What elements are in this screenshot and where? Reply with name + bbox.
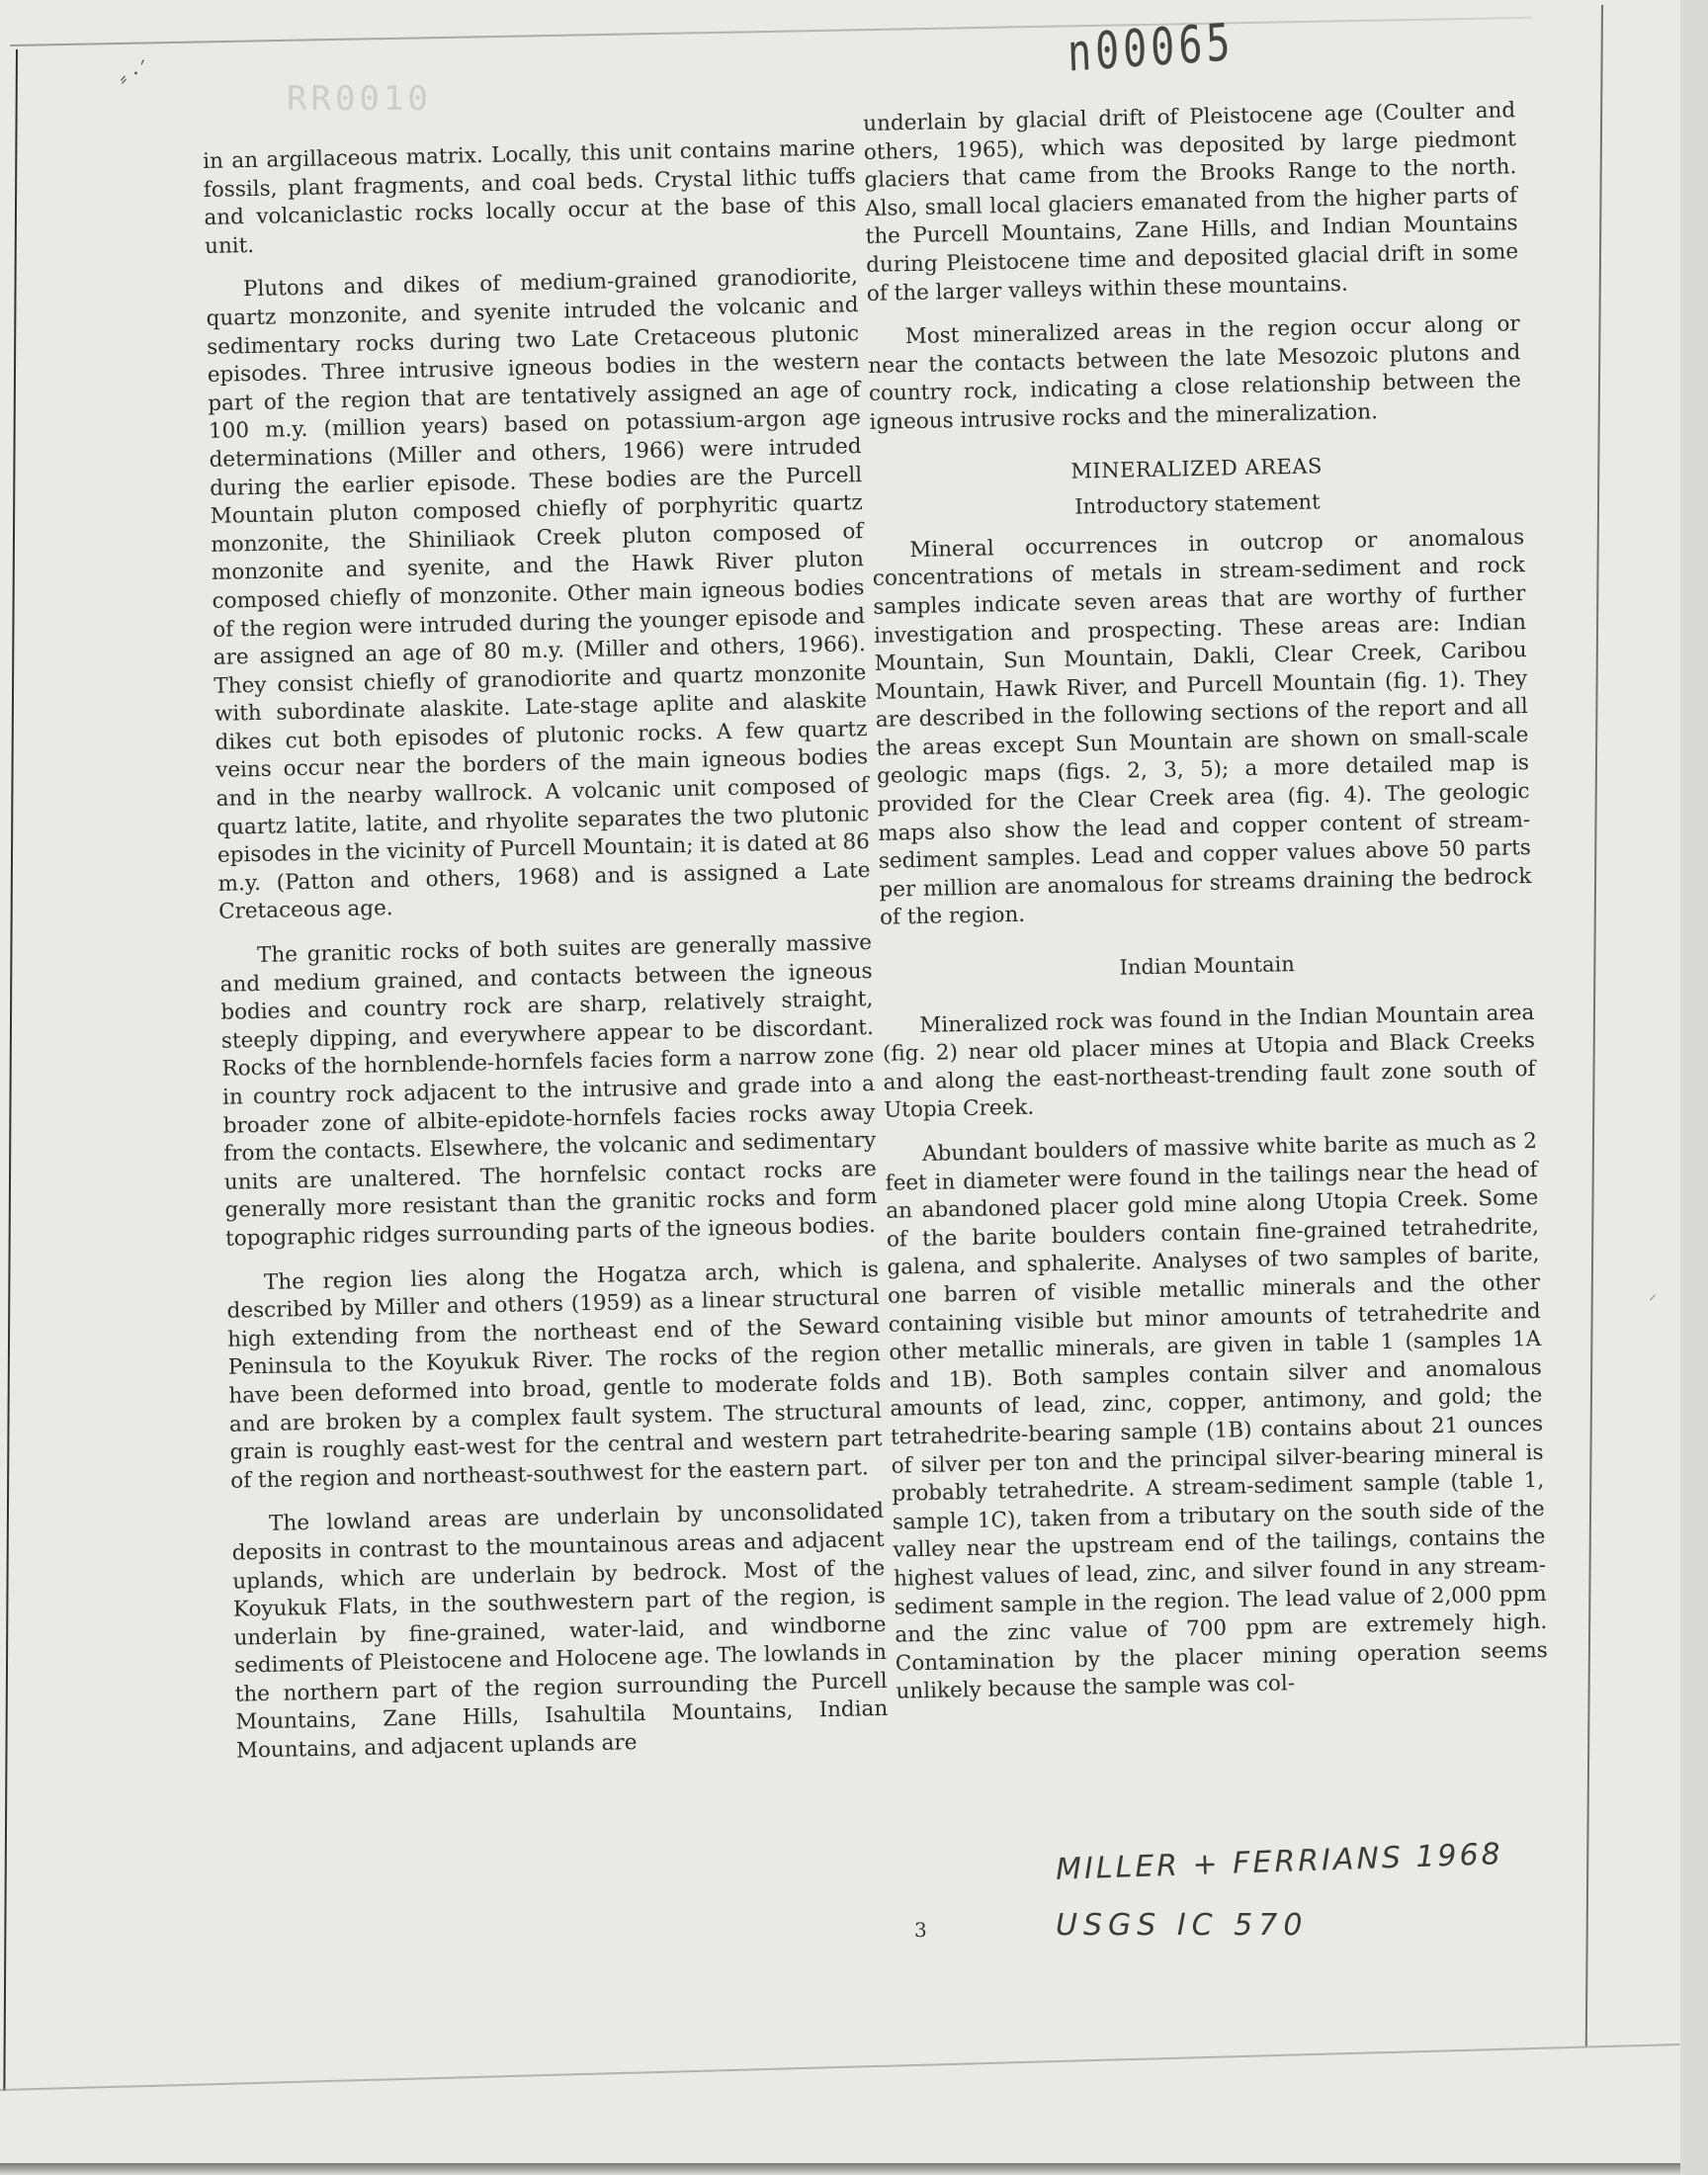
paragraph: Most mineralized areas in the region occur along or near the contacts between the late Mesozoic plutons and country rock, indicating a close relationship between the igneous intrusive rocks and the mineralization. [868, 311, 1522, 435]
handwritten-citation: MILLER + FERRIANS 1968 [1055, 1837, 1504, 1887]
paragraph: The lowland areas are underlain by unconsolidated deposits in contrast to the mountainous areas and adjacent uplands, which are underlain by bedrock. Most of the Koyukuk Flats, in the southwestern part of the region, is underlain by fine-grained, water-laid, and windborne sediments of Pleistocene and Holocene age. The lowlands in the northern part of the region surrounding the Purcell Mountains, Zane Hills, Isahultila Mountains, Indian Mountains, and adjacent uplands are [231, 1499, 889, 1764]
ghost-bleed-mark: RR0010 [287, 79, 432, 119]
paragraph: in an argillaceous matrix. Locally, this unit contains marine fossils, plant fragments, and coal beds. Crystal lithic tuffs and volcaniclastic rocks locally occur at the base of this unit. [203, 135, 857, 259]
paragraph: underlain by glacial drift of Pleistocene age (Coulter and others, 1965), which was deposited by large piedmont glaciers that came from the Brooks Range to the north. Also, small local glaciers emanated from the higher parts of the Purcell Mountains, Zane Hills, and Indian Mountains during Pleistocene time and deposited glacial drift in some of the larger valleys within these mountains. [863, 98, 1519, 306]
paragraph: Abundant boulders of massive white barite as much as 2 feet in diameter were found in the tailings near the head of an abandoned placer gold mine along Utopia Creek. Some of the barite boulders contain fine-grained tetrahedrite, galena, and sphalerite. Analyses of two samples of barite, one barren of visible metallic minerals and the other containing visible but minor amounts of tetrahedrite and other metallic minerals, are given in table 1 (samples 1A and 1B). Both samples contain silver and anomalous amounts of lead, zinc, copper, antimony, and gold; the tetrahedrite-bearing sample (1B) contains about 21 ounces of silver per ton and the principal silver-bearing mineral is probably tetrahedrite. A stream-sediment sample (table 1, sample 1C), taken from a tributary on the south side of the valley near the upstream end of the tailings, contains the highest values of lead, zinc, and silver found in any stream-sediment sample in the region. The lead value of 2,000 ppm and the zinc value of 700 ppm are extremely high. Contamination by the placer mining operation seems unlikely because the sample was col- [885, 1128, 1549, 1704]
scan-edge-top [10, 17, 1532, 46]
left-column [203, 134, 889, 1782]
handwritten-report-id: USGS IC 570 [1056, 1908, 1309, 1943]
paragraph: Mineralized rock was found in the Indian Mountain area (fig. 2) near old placer mines at Utopia and Black Creeks and along the east-northeast-trending fault zone south of Utopia Creek. [882, 1000, 1536, 1124]
paragraph: The granitic rocks of both suites are generally massive and medium grained, and contacts between the igneous bodies and country rock are sharp, relatively straight, steeply dipping, and everywhere appear to be discordant. Rocks of the hornblende-hornfels facies form a narrow zone in country rock adjacent to the intrusive and grade into a broader zone of albite-epidote-hornfels facies rocks away from the contacts. Elsewhere, the volcanic and sedimentary units are unaltered. The hornfelsic contact rocks are generally more resistant than the granitic rocks and form topographic ridges surrounding parts of the igneous bodies. [219, 930, 878, 1252]
document-stamp-number: n00065 [1066, 13, 1236, 84]
page-frame-left [3, 49, 18, 2091]
paragraph: Plutons and dikes of medium-grained granodiorite, quartz monzonite, and syenite intruded the volcanic and sedimentary rocks during two Late Cretaceous plutonic episodes. Three intrusive igneous bodies in the western part of the region that are tentatively assigned an age of 100 m.y. (million years) based on potassium-argon age determinations (Miller and others, 1966) were intruded during the earlier episode. These bodies are the Purcell Mountain pluton composed chiefly of porphyritic quartz monzonite, the Shiniliaok Creek pluton composed of monzonite and syenite, and the Hawk River pluton composed chiefly of monzonite. Other main igneous bodies of the region were intruded during the younger episode and are assigned an age of 80 m.y. (Miller and others, 1966). They consist chiefly of granodiorite and quartz monzonite with subordinate alaskite. Late-stage aplite and alaskite dikes cut both episodes of plutonic rocks. A few quartz veins occur near the borders of the main igneous bodies and in the nearby wallrock. A volcanic unit composed of quartz latite, latite, and rhyolite separates the two plutonic episodes in the vicinity of Purcell Mountain; it is dated at 86 m.y. (Patton and others, 1968) and is assigned a Late Cretaceous age. [206, 264, 871, 925]
subsection-heading: Indian Mountain [1119, 952, 1295, 980]
right-column [863, 97, 1549, 1722]
page-number: 3 [914, 1918, 927, 1942]
scan-edge-bottom [0, 2044, 1679, 2091]
scan-shadow-bottom [0, 2163, 1680, 2175]
page-frame-right [1585, 5, 1603, 2046]
paragraph: The region lies along the Hogatza arch, which is described by Miller and others (1959) as a linear structural high extending from the northeast end of the Seward Peninsula to the Koyukuk River. The rocks of the region have been deformed into broad, gentle to moderate folds and are broken by a complex fault system. The structural grain is roughly east-west for the central and western part of the region and northeast-southwest for the eastern part. [226, 1257, 883, 1494]
ink-smudge-icon: ⸗ ·´ [115, 57, 154, 92]
paragraph: Mineral occurrences in outcrop or anomalous concentrations of metals in stream-sediment and rock samples indicate seven areas that are worthy of further investigation and prospecting. These areas are: Indian Mountain, Sun Mountain, Dakli, Clear Creek, Caribou Mountain, Hawk River, and Purcell Mountain (fig. 1). They are described in the following sections of the report and all the areas except Sun Mountain are shown on small-scale geologic maps (figs. 2, 3, 5); a more detailed map is provided for the Clear Creek area (fig. 4). The geologic maps also show the lead and copper content of stream-sediment samples. Lead and copper values above 50 parts per million are anomalous for streams draining the bedrock of the region. [872, 524, 1532, 931]
subsection-heading: Introductory statement [1074, 489, 1321, 519]
scanner-margin-right [1680, 0, 1708, 2175]
margin-mark-icon: ⸝ [1649, 1284, 1658, 1303]
section-heading: MINERALIZED AREAS [1070, 453, 1324, 483]
